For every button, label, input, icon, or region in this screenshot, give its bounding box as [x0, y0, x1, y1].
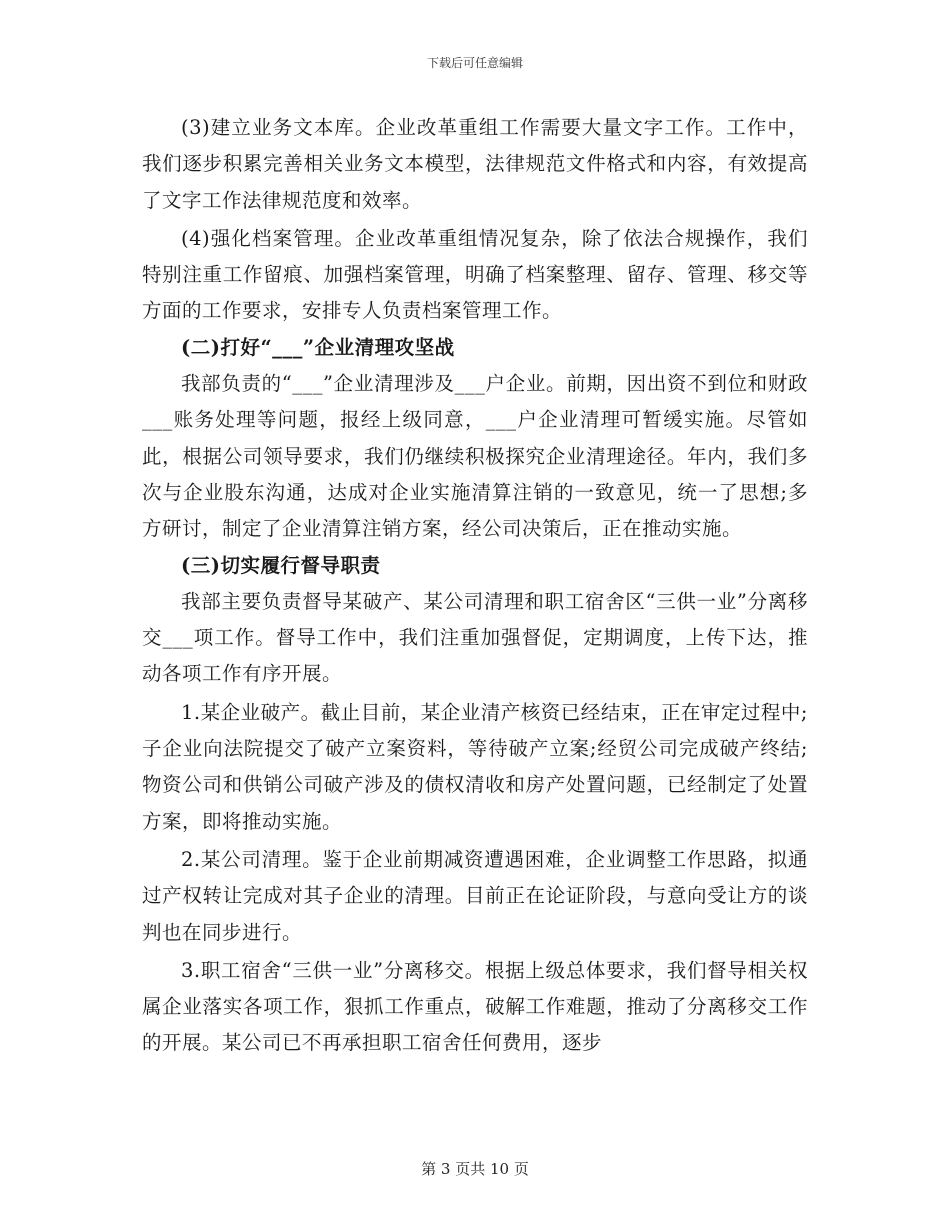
document-body: [142, 110, 808, 1062]
section-heading-supervision-duties: (三)切实履行督导职责: [181, 553, 381, 577]
paragraph-business-text-library: (3)建立业务文本库。企业改革重组工作需要大量文字工作。工作中，我们逐步积累完善相关业务文本模型，法律规范文件格式和内容，有效提高了文字工作法律规范度和效率。: [142, 116, 808, 212]
section-heading-enterprise-cleanup: (二)打好“___”企业清理攻坚战: [181, 335, 455, 359]
paragraph-supervision-duties: 我部主要负责督导某破产、某公司清理和职工宿舍区“三供一业”分离移交___项工作。督导工作中，我们注重加强督促，定期调度，上传下达，推动各项工作有序开展。: [142, 589, 808, 686]
page-header: 下载后可任意编辑: [426, 56, 523, 70]
paragraph-enterprise-bankruptcy: 1.某企业破产。截止目前，某企业清产核资已经结束，正在审定过程中;子企业向法院提交了破产立案资料，等待破产立案;经贸公司完成破产终结;物资公司和供销公司破产涉及的债权清收和房产处置问题，已经制定了处置方案，即将推动实施。: [142, 700, 808, 833]
paragraph-company-cleanup: 2.某公司清理。鉴于企业前期减资遭遇困难，企业调整工作思路，拟通过产权转让完成对其子企业的清理。目前正在论证阶段，与意向受让方的谈判也在同步进行。: [142, 847, 808, 944]
page-footer: 第 3 页共 10 页: [421, 1160, 529, 1178]
paragraph-archive-management: (4)强化档案管理。企业改革重组情况复杂，除了依法合规操作，我们特别注重工作留痕、加强档案管理，明确了档案整理、留存、管理、移交等方面的工作要求，安排专人负责档案管理工作。: [142, 226, 808, 323]
paragraph-enterprise-cleanup: 我部负责的“___”企业清理涉及___户企业。前期，因出资不到位和财政___账务处理等问题，报经上级同意，___户企业清理可暂缓实施。尽管如此，根据公司领导要求，我们仍继续积极探究企业清理途径。年内，我们多次与企业股东沟通，达成对企业实施清算注销的一致意见，统一了思想;多方研讨，制定了企业清算注销方案，经公司决策后，正在推动实施。: [142, 372, 808, 541]
paragraph-dormitory-transfer: 3.职工宿舍“三供一业”分离移交。根据上级总体要求，我们督导相关权属企业落实各项工作，狠抓工作重点，破解工作难题，推动了分离移交工作的开展。某公司已不再承担职工宿舍任何费用，逐步: [142, 958, 808, 1055]
